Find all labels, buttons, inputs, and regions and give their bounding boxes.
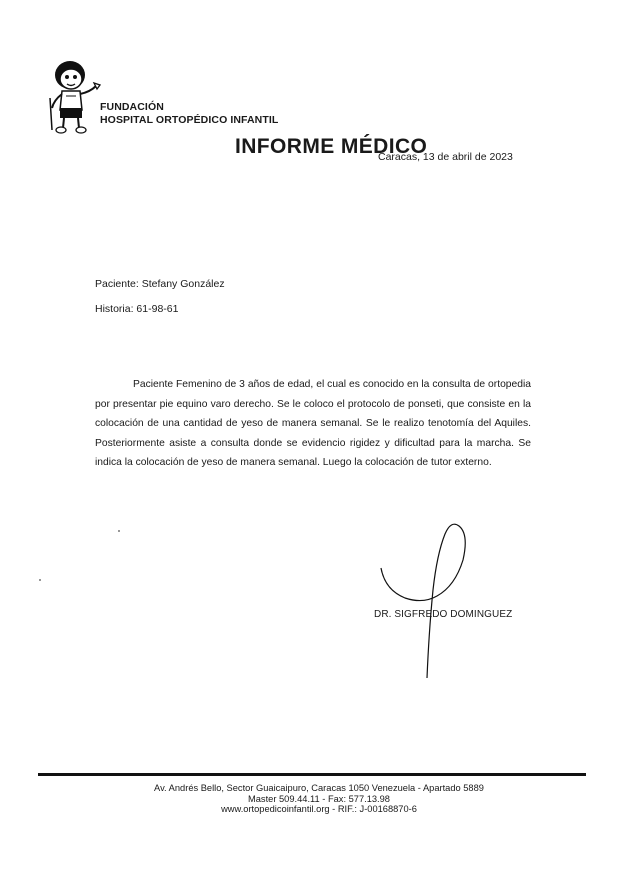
document-date: Caracas, 13 de abril de 2023 [378, 151, 513, 163]
footer-divider [38, 773, 586, 776]
org-line-2: HOSPITAL ORTOPÉDICO INFANTIL [100, 114, 279, 126]
speck [39, 579, 41, 581]
hospital-logo-icon [44, 58, 104, 136]
footer-line-1: Av. Andrés Bello, Sector Guaicaipuro, Caracas 1050 Venezuela - Apartado 5889 [154, 783, 484, 793]
footer-address [0, 783, 620, 815]
doctor-name: DR. SIGFREDO DOMINGUEZ [374, 609, 513, 620]
organization-name [100, 101, 278, 127]
signature-mark [375, 520, 505, 680]
report-body: Paciente Femenino de 3 años de edad, el cual es conocido en la consulta de ortopedia por presentar pie equino varo derecho. Se le coloco el protocolo de ponseti, que consiste en la colocación de una cantidad de yeso de manera semanal. Se le realizo tenotomía del Aquiles. Posteriormente asiste a consulta donde se evidencio rigidez y dificultad para la marcha. Se indica la colocación de yeso de manera semanal. Luego la colocación de tutor externo. [95, 379, 531, 469]
org-line-1: FUNDACIÓN [100, 101, 164, 113]
patient-name: Paciente: Stefany González [95, 278, 225, 290]
speck [118, 530, 120, 532]
footer-line-2: Master 509.44.11 - Fax: 577.13.98 [248, 793, 390, 804]
footer-line-3: www.ortopedicoinfantil.org - RIF.: J-00168870-6 [221, 804, 417, 815]
patient-history-number: Historia: 61-98-61 [95, 303, 179, 315]
document-title: INFORME MÉDICO [235, 135, 428, 158]
